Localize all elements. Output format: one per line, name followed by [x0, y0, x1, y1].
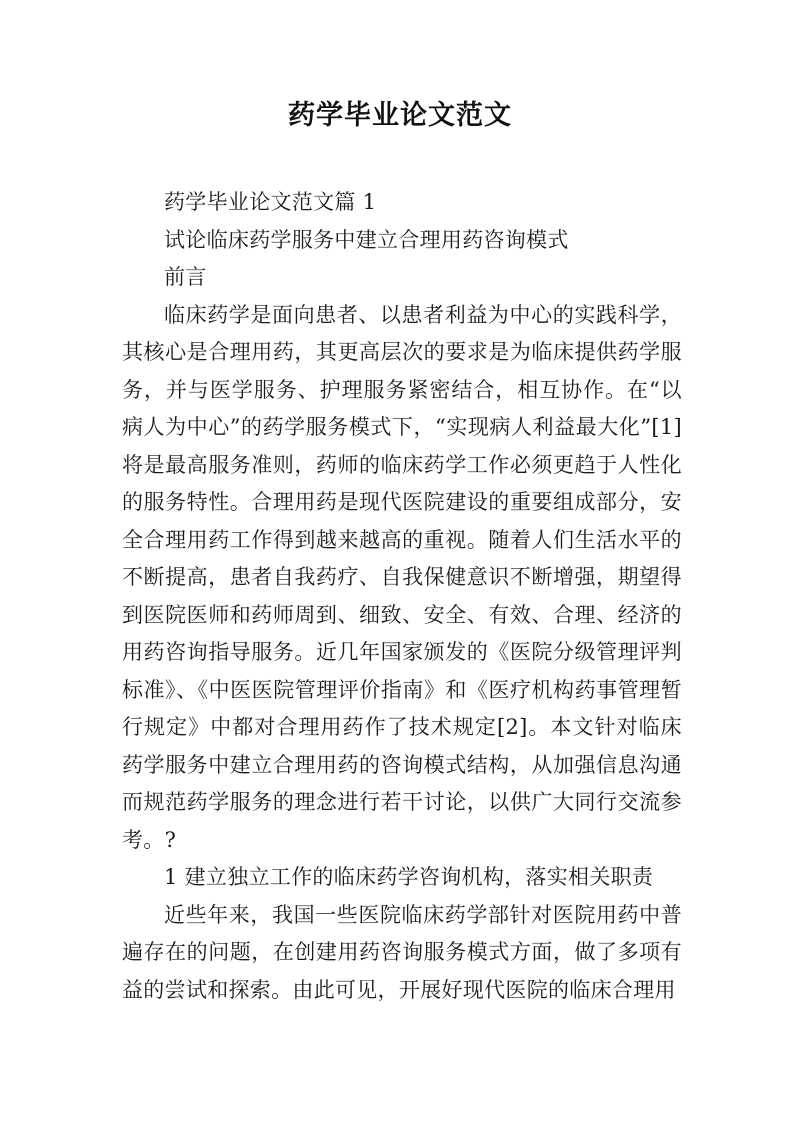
section-heading: 药学毕业论文范文篇 1 [164, 190, 377, 214]
preface-heading: 前言 [164, 265, 207, 289]
document-body [122, 184, 682, 1009]
article-title: 试论临床药学服务中建立合理用药咨询模式 [164, 227, 569, 252]
body-paragraph: 近些年来，我国一些医院临床药学部针对医院用药中普遍存在的问题，在创建用药咨询服务模式方面，做了多项有益的尝试和探索。由此可见，开展好现代医院的临床合理用 [122, 902, 682, 1002]
body-paragraph: 临床药学是面向患者、以患者利益为中心的实践科学，其核心是合理用药，其更高层次的要求是为临床提供药学服务，并与医学服务、护理服务紧密结合，相互协作。在“以病人为中心”的药学服务模式下，“实现病人利益最大化”[1]将是最高服务准则，药师的临床药学工作必须更趋于人性化的服务特性。合理用药是现代医院建设的重要组成部分，安全合理用药工作得到越来越高的重视。随着人们生活水平的不断提高，患者自我药疗、自我保健意识不断增强，期望得到医院医师和药师周到、细致、安全、有效、合理、经济的用药咨询指导服务。近几年国家颁发的《医院分级管理评判标准》、《中医医院管理评价指南》和《医疗机构药事管理暂行规定》中都对合理用药作了技术规定[2]。本文针对临床药学服务中建立合理用药的咨询模式结构，从加强信息沟通而规范药学服务的理念进行若干讨论，以供广大同行交流参考。? [122, 302, 682, 852]
subheading: 1 建立独立工作的临床药学咨询机构，落实相关职责 [164, 865, 654, 889]
document-title: 药学毕业论文范文 [288, 100, 512, 131]
